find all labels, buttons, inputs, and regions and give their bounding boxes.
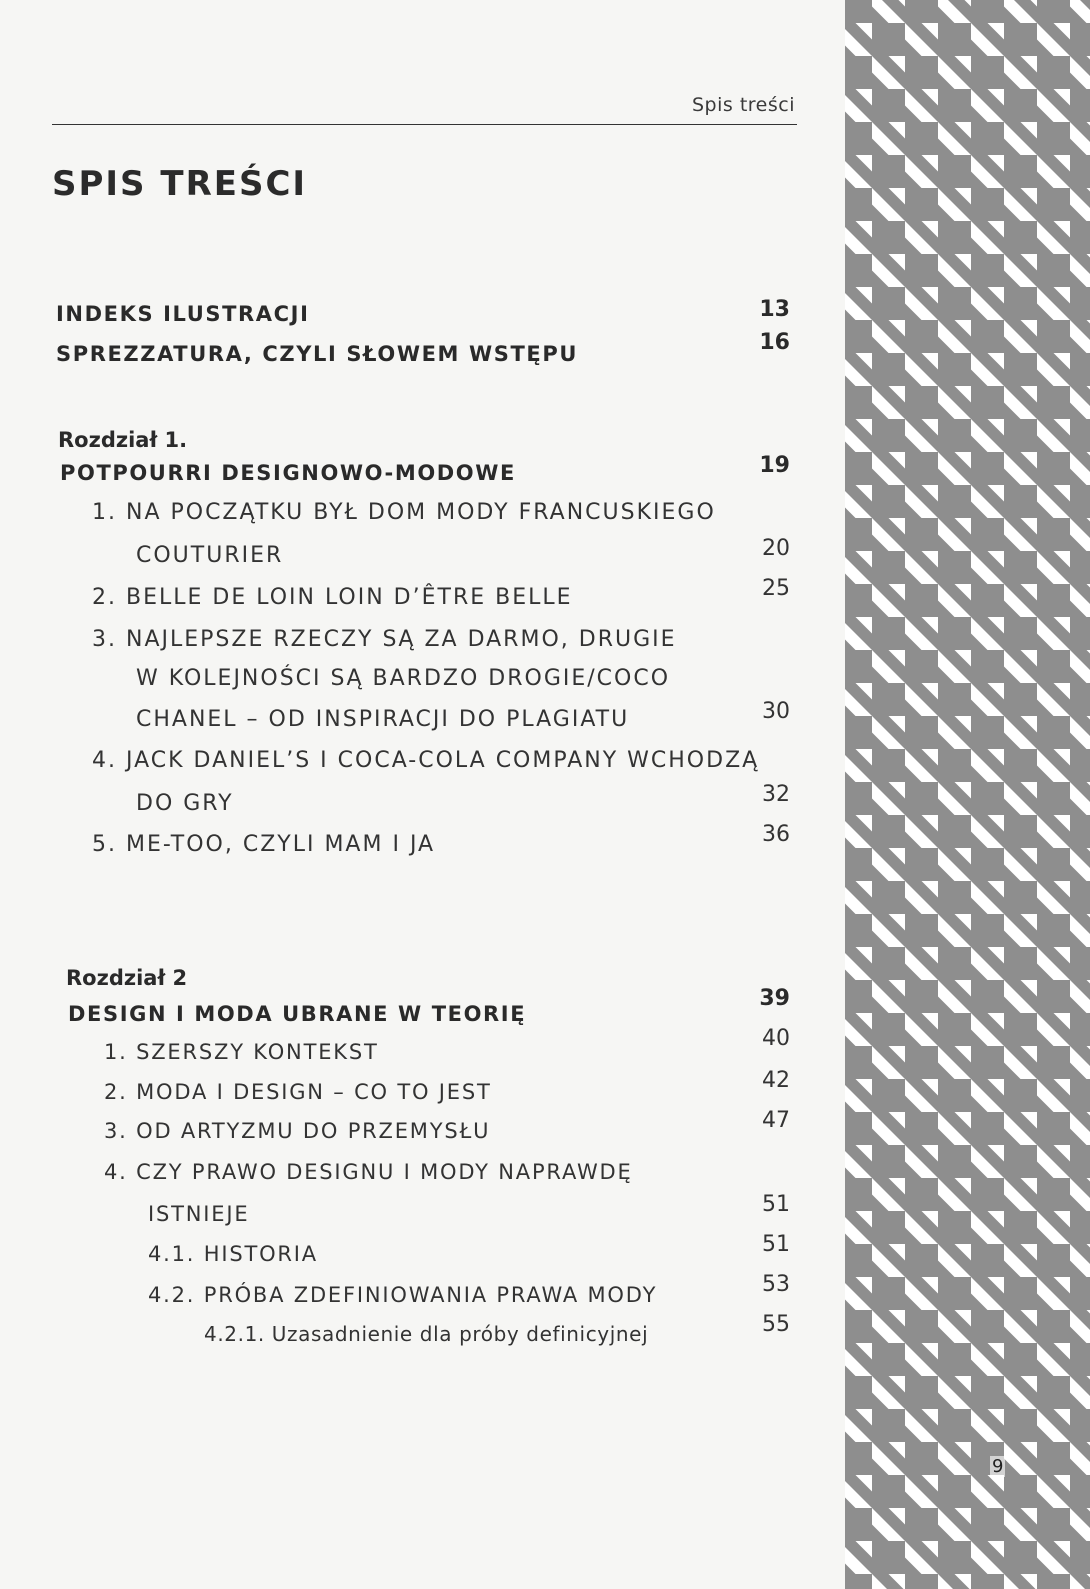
toc-entry <box>0 966 810 996</box>
toc-entry-page: 16 <box>759 330 790 355</box>
toc-entry-page: 19 <box>759 453 790 478</box>
toc-entry <box>0 1026 810 1070</box>
toc-entry-label: 1. SZERSZY KONTEKST <box>104 1040 379 1064</box>
header-rule <box>52 124 797 125</box>
toc-entry-label: 1. NA POCZĄTKU BYŁ DOM MODY FRANCUSKIEGO <box>92 500 716 525</box>
toc-entry-label: POTPOURRI DESIGNOWO-MODOWE <box>60 461 516 485</box>
toc-entry-label: 2. BELLE DE LOIN LOIN D’ÊTRE BELLE <box>92 585 573 610</box>
toc-entry <box>0 1232 810 1272</box>
toc-entry <box>0 453 810 491</box>
toc-entry <box>0 1272 810 1313</box>
toc-entry-label: CHANEL – OD INSPIRACJI DO PLAGIATU <box>136 707 630 732</box>
houndstooth-pattern-border <box>845 0 1090 1589</box>
toc-entry-page: 51 <box>762 1192 790 1217</box>
toc-entry-page: 51 <box>762 1232 790 1257</box>
toc-entry-page: 55 <box>762 1312 790 1337</box>
toc-entry <box>0 782 810 821</box>
toc-entry-label: 4.2.1. Uzasadnienie dla próby definicyjnej <box>204 1322 649 1346</box>
toc-entry-page: 53 <box>762 1272 790 1297</box>
toc-entry-page: 36 <box>762 822 790 847</box>
chapter-label: Rozdział 1. <box>58 428 188 452</box>
chapter-label: Rozdział 2 <box>66 966 188 990</box>
toc-entry-label: 3. OD ARTYZMU DO PRZEMYSŁU <box>104 1119 491 1143</box>
toc-entry <box>0 748 810 778</box>
toc-entry-page: 20 <box>762 536 790 561</box>
toc-entry <box>0 666 810 696</box>
toc-entry-label: 3. NAJLEPSZE RZECZY SĄ ZA DARMO, DRUGIE <box>92 627 677 652</box>
toc-entry <box>0 1192 810 1232</box>
toc-entry-page: 42 <box>762 1068 790 1093</box>
toc-entry <box>0 627 810 657</box>
toc-entry-label: W KOLEJNOŚCI SĄ BARDZO DROGIE/COCO <box>136 666 671 691</box>
page-title: SPIS TREŚCI <box>52 164 308 204</box>
toc-entry <box>0 428 810 458</box>
toc-entry-label: SPREZZATURA, CZYLI SŁOWEM WSTĘPU <box>56 342 578 366</box>
toc-entry-label: DESIGN I MODA UBRANE W TEORIĘ <box>68 1002 527 1026</box>
toc-entry <box>0 1312 810 1352</box>
toc-entry-page: 47 <box>762 1108 790 1133</box>
toc-entry-page: 39 <box>759 986 790 1011</box>
toc-entry <box>0 576 810 615</box>
toc-entry-label: 4.1. HISTORIA <box>148 1242 318 1266</box>
toc-entry-label: 4. JACK DANIEL’S I COCA-COLA COMPANY WCHODZĄ <box>92 748 760 773</box>
toc-entry <box>0 986 810 1032</box>
toc-entry-label: 2. MODA I DESIGN – CO TO JEST <box>104 1080 492 1104</box>
toc-entry-label: COUTURIER <box>136 543 284 568</box>
toc-entry <box>0 822 810 862</box>
toc-entry <box>0 1160 810 1190</box>
toc-entry-label: INDEKS ILUSTRACJI <box>56 302 310 326</box>
toc-entry <box>0 1068 810 1110</box>
toc-entry-label: DO GRY <box>136 791 234 816</box>
toc-entry <box>0 536 810 573</box>
toc-entry <box>0 330 810 372</box>
toc-entry-page: 30 <box>762 699 790 724</box>
toc-entry-page: 25 <box>762 576 790 601</box>
toc-entry-page: 40 <box>762 1026 790 1051</box>
toc-entry-label: 5. ME-TOO, CZYLI MAM I JA <box>92 832 436 857</box>
toc-entry <box>0 500 810 530</box>
toc-entry-label: 4. CZY PRAWO DESIGNU I MODY NAPRAWDĘ <box>104 1160 633 1184</box>
toc-entry-label: 4.2. PRÓBA ZDEFINIOWANIA PRAWA MODY <box>148 1283 658 1307</box>
running-head: Spis treści <box>692 94 795 116</box>
page-number: 9 <box>992 1456 1004 1477</box>
toc-entry-page: 13 <box>759 297 790 322</box>
toc-entry <box>0 1108 810 1149</box>
toc-entry-label: ISTNIEJE <box>148 1202 250 1226</box>
toc-entry-page: 32 <box>762 782 790 807</box>
toc-entry <box>0 297 810 332</box>
toc-entry <box>0 699 810 737</box>
